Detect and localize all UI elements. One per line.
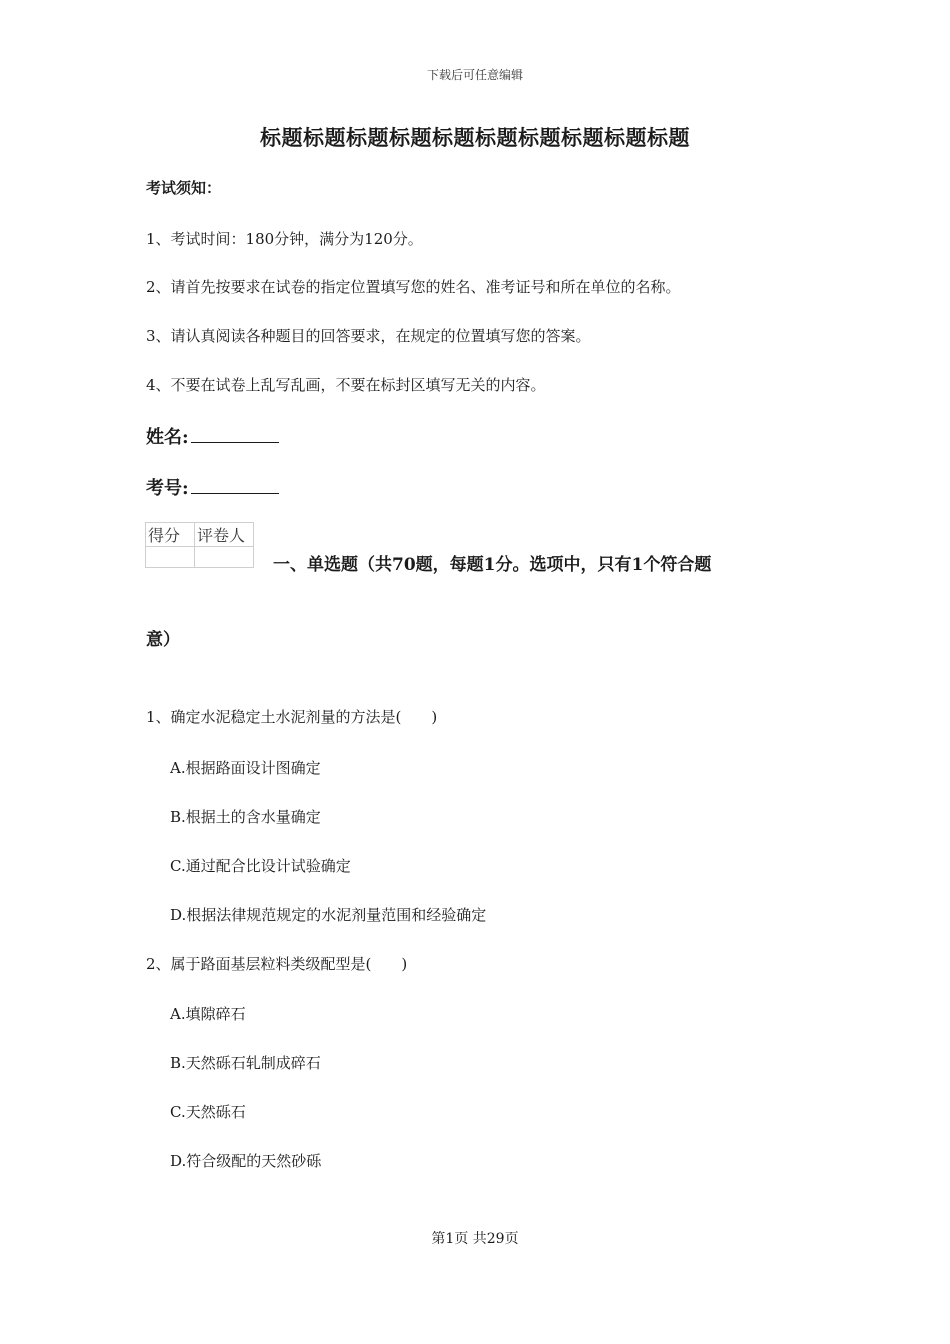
score-table-header-row	[146, 523, 254, 547]
question-stem: 1、确定水泥稳定土水泥剂量的方法是( )	[146, 708, 438, 726]
question-option: D.根据法律规范规定的水泥剂量范围和经验确定	[170, 906, 487, 924]
name-field	[146, 423, 279, 449]
question-stem: 2、属于路面基层粒料类级配型是( )	[146, 955, 408, 973]
grader-cell	[195, 547, 254, 568]
question-option: C.天然砾石	[170, 1103, 246, 1121]
score-cell	[146, 547, 195, 568]
question-option: B.天然砾石轧制成碎石	[170, 1054, 321, 1072]
document-title: 标题标题标题标题标题标题标题标题标题标题	[260, 125, 690, 150]
notice-heading: 考试须知：	[146, 179, 222, 197]
question-option: D.符合级配的天然砂砾	[170, 1152, 322, 1170]
score-header: 得分	[146, 523, 195, 547]
notice-item: 2、请首先按要求在试卷的指定位置填写您的姓名、准考证号和所在单位的名称。	[146, 278, 681, 296]
question-option: C.通过配合比设计试验确定	[170, 857, 351, 875]
section-heading: 一、单选题（共70题，每题1分。选项中，只有1个符合题	[273, 555, 712, 575]
question-option: A.填隙碎石	[170, 1005, 246, 1023]
score-table	[145, 522, 254, 568]
grader-header: 评卷人	[195, 523, 254, 547]
page-footer: 第1页 共29页	[431, 1231, 519, 1247]
exam-id-label: 考号:	[146, 478, 189, 499]
notice-item: 1、考试时间：180分钟，满分为120分。	[146, 230, 423, 248]
name-blank-line[interactable]	[191, 424, 279, 443]
exam-id-field	[146, 474, 279, 500]
exam-id-blank-line[interactable]	[191, 475, 279, 494]
notice-item: 4、不要在试卷上乱写乱画，不要在标封区填写无关的内容。	[146, 376, 546, 394]
notice-item: 3、请认真阅读各种题目的回答要求，在规定的位置填写您的答案。	[146, 327, 591, 345]
section-heading-continued: 意）	[146, 630, 180, 650]
header-note: 下载后可任意编辑	[426, 68, 523, 82]
name-label: 姓名:	[146, 427, 189, 448]
question-option: A.根据路面设计图确定	[170, 759, 321, 777]
score-table-blank-row	[146, 547, 254, 568]
question-option: B.根据土的含水量确定	[170, 808, 321, 826]
